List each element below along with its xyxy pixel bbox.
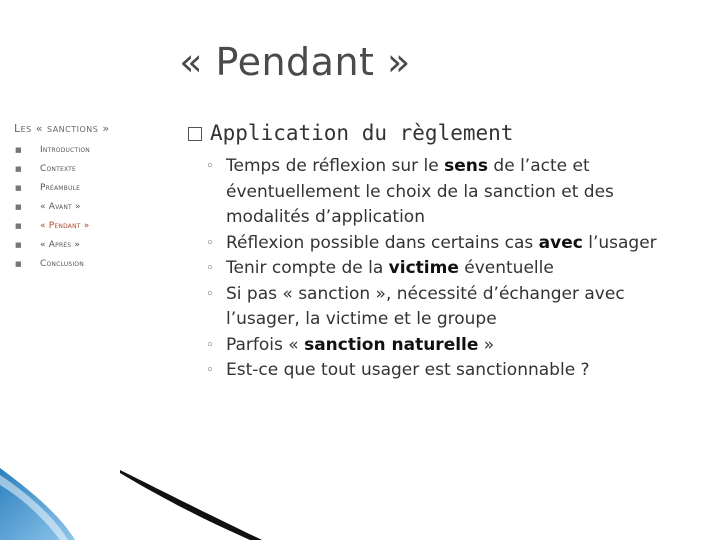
sub-bullet-emphasis: avec [538,232,583,253]
main-bullet-text: Application du règlement [210,121,514,145]
sub-bullet-text: Tenir compte de la [226,258,389,278]
sidebar-item-label: Contexte [40,164,77,174]
sidebar-item-label: « Après » [40,240,81,250]
sub-bullet-emphasis: sanction naturelle [304,334,479,355]
square-bullet-icon: ■ [15,184,22,192]
circle-bullet-icon: ◦ [206,286,214,302]
sub-bullet-text: Temps de réflexion sur le [226,156,445,176]
circle-bullet-icon: ◦ [206,261,214,276]
square-bullet-icon: ■ [15,241,22,249]
sub-bullet-text: l’usager [582,232,657,253]
circle-bullet-icon: ◦ [206,159,214,174]
sidebar-item-label: « Avant » [40,202,81,212]
sub-bullet-text: Parfois « [226,334,305,355]
square-bullet-icon: ■ [15,222,22,230]
slide-title: « Pendant » [179,40,411,84]
circle-bullet-icon: ◦ [206,337,214,353]
circle-bullet-icon: ◦ [206,235,214,251]
sidebar-item-label: Préambule [40,183,81,193]
sub-bullet-text: éventuelle [458,258,554,278]
sub-bullet-text: Si pas « sanction », nécessité d’échanger avec l’usager, la victime et le groupe [226,283,625,329]
sidebar-item-label: Conclusion [40,259,84,269]
square-bullet-icon: ■ [15,260,22,268]
sub-bullet-text: de l’acte et éventuellement le choix de la sanction et des modalités d’application [226,156,614,227]
square-bullet-icon: ■ [15,165,22,173]
sub-bullet-text: Est-ce que tout usager est sanctionnable ? [226,360,590,380]
square-bullet-icon: ■ [15,203,22,211]
sub-bullet-text: » [478,334,495,355]
sub-bullet-emphasis: sens [444,156,489,176]
square-bullet-icon: ■ [15,146,22,154]
sidebar-item-label: Introduction [40,145,90,155]
circle-bullet-icon: ◦ [206,363,214,378]
sidebar-item-label: « Pendant » [40,221,90,231]
sidebar-title: Les « sanctions » [14,122,110,135]
sub-bullet-emphasis: victime [388,258,459,278]
sub-bullet-text: Réflexion possible dans certains cas [226,232,539,253]
